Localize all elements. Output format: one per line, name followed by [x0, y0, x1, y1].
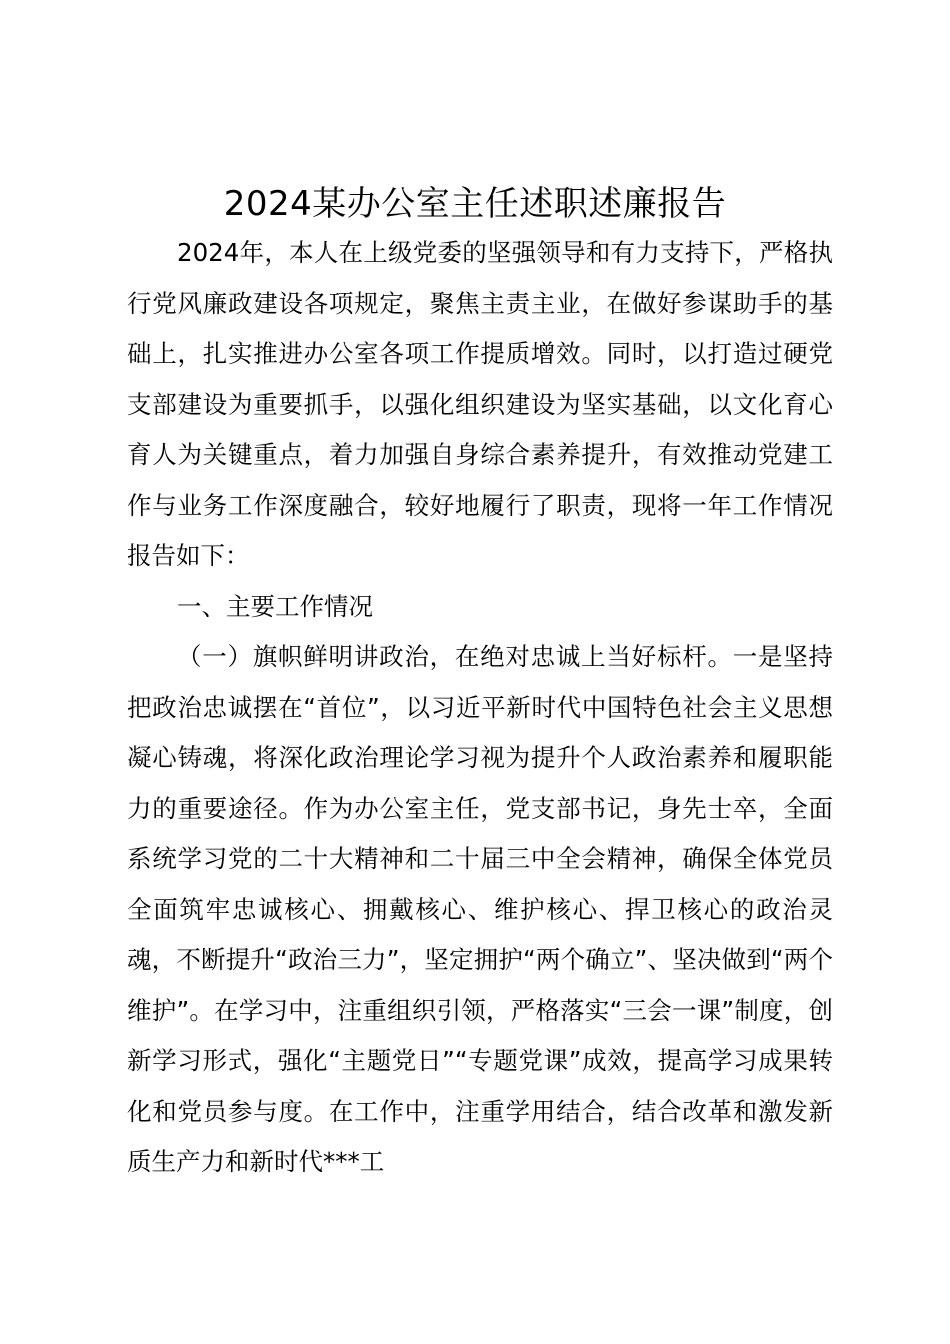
document-title: 2024某办公室主任述职述廉报告 — [223, 184, 727, 224]
intro-paragraph: 2024年，本人在上级党委的坚强领导和有力支持下，严格执行党风廉政建设各项规定，聚焦主责主业，在做好参谋助手的基础上，扎实推进办公室各项工作提质增效。同时，以打造过硬党支部建设为重要抓手，以强化组织建设为坚实基础，以文化育心育人为关键重点，着力加强自身综合素养提升，有效推动党建工作与业务工作深度融合，较好地履行了职责，现将一年工作情况报告如下： — [127, 238, 833, 570]
section-paragraph: （一）旗帜鲜明讲政治，在绝对忠诚上当好标杆。一是坚持把政治忠诚摆在“首位”，以习近平新时代中国特色社会主义思想凝心铸魂，将深化政治理论学习视为提升个人政治素养和履职能力的重要途径。作为办公室主任，党支部书记，身先士卒，全面系统学习党的二十大精神和二十届三中全会精神，确保全体党员全面筑牢忠诚核心、拥戴核心、维护核心、捍卫核心的政治灵魂，不断提升“政治三力”，坚定拥护“两个确立”、坚决做到“两个维护”。在学习中，注重组织引领，严格落实“三会一课”制度，创新学习形式，强化“主题党日”“专题党课”成效，提高学习成果转化和党员参与度。在工作中，注重学用结合，结合改革和激发新质生产力和新时代***工 — [127, 642, 833, 1176]
document-body — [127, 228, 833, 1188]
section-heading: 一、主要工作情况 — [177, 591, 373, 621]
